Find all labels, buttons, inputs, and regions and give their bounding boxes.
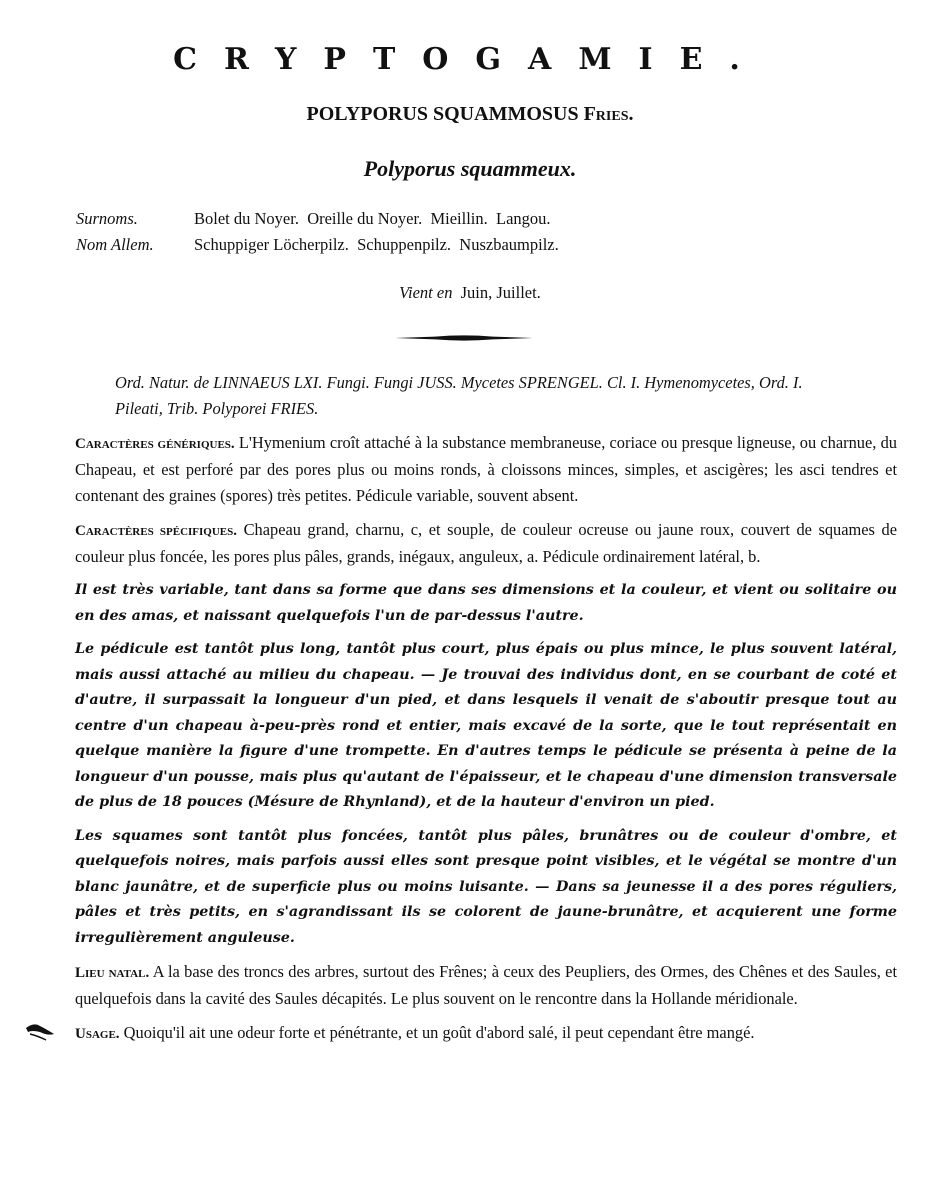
generic-text: L'Hymenium croît attaché à la substance membraneuse, coriace ou presque ligneuse, ou charnue, du Chapeau, et est perforé par des pores plus ou moins ronds, à cloissons minces, simples, et ascigères; les asci tendres et contenant des graines (spores) très petites. Pédicule variable, souvent absent. [75,433,897,505]
specific-characters [75,517,897,570]
common-names [76,206,559,258]
habitat-text: A la base des troncs des arbres, surtout des Frênes; à ceux des Peupliers, des Ormes, des Chênes et des Saules, et quelquefois dans la cavité des Saules décapités. Le plus souvent on le rencontre dans la Hollande méridionale. [75,962,897,1008]
note-variability: Il est très variable, tant dans sa forme que dans ses dimensions et la couleur, et vient ou solitaire ou en des amas, et naissant quelquefois l'un de par-dessus l'autre. [75,582,897,624]
text-body [75,370,897,1055]
classification-line: Ord. Natur. de LINNAEUS LXI. Fungi. Fungi JUSS. Mycetes SPRENGEL. Cl. I. Hymenomycetes, Ord. I. Pileati, Trib. Polyporei FRIES. [115,373,803,418]
season-line [0,283,940,303]
usage [75,1020,897,1047]
season-prefix: Vient en [399,283,453,302]
surnoms-value: Bolet du Noyer. Oreille du Noyer. Mieillin. Langou. [194,209,551,228]
specific-label: Caractères spécifiques. [75,523,238,539]
french-name: Polyporus squammeux. [363,156,577,181]
section-title: CRYPTOGAMIE. [173,42,767,77]
allem-value: Schuppiger Löcherpilz. Schuppenpilz. Nuszbaumpilz. [194,235,559,254]
ornamental-rule [395,333,533,343]
note-squames: Les squames sont tantôt plus foncées, tantôt plus pâles, brunâtres ou de couleur d'ombre, et quelquefois noires, mais parfois aussi elles sont presque point visibles, et le végétal se montre d'un blanc jaunâtre, et de superficie plus ou moins luisante. — Dans sa jeunesse il a des pores réguliers, pâles et très petits, en s'agrandissant ils se colorent de jaune-brunâtre, et acquierent une forme irregulièrement anguleuse. [75,827,897,946]
surnoms-label: Surnoms. [76,209,138,228]
specific-text: Chapeau grand, charnu, c, et souple, de couleur ocreuse ou jaune roux, couvert de squames de couleur plus foncée, les pores plus pâles, grands, inégaux, anguleux, a. Pédicule ordinairement latéral, b. [75,520,897,566]
note-pedicule: Le pédicule est tantôt plus long, tantôt plus court, plus épais ou plus mince, le plus souvent latéral, mais aussi attaché au milieu du chapeau. — Je trouvai des individus dont, en se courbant de coté et d'autre, il surpassait la longueur d'un pied, et dans lesquels il venait de s'aboutir presque tout au centre d'un chapeau à-peu-près rond et entier, mais excavé de la sorte, que le tout représentait en quelque manière la figure d'une trompette. En d'autres temps le pédicule se présenta à peine de la longueur d'un pousse, mais plus qu'autant de l'épaisseur, et le chapeau d'une dimension transversale de plus de 18 pouces (Mésure de Rhynland), et de la hauteur d'environ un pied. [75,641,897,810]
surnoms-row [76,206,559,232]
season-value: Juin, Juillet. [460,283,541,302]
ink-blot-mark [24,1020,58,1042]
usage-text: Quoiqu'il ait une odeur forte et pénétrante, et un goût d'abord salé, il peut cependant être mangé. [123,1023,755,1042]
species-author: Fries. [583,103,634,125]
allem-row [76,232,559,258]
generic-label: Caractères génériques. [75,436,235,452]
habitat-label: Lieu natal. [75,965,150,981]
species-heading [0,103,940,126]
species-name: POLYPORUS SQUAMMOSUS [306,103,579,125]
generic-characters [75,430,897,509]
habitat [75,959,897,1012]
usage-label: Usage. [75,1026,120,1042]
allem-label: Nom Allem. [76,235,154,254]
